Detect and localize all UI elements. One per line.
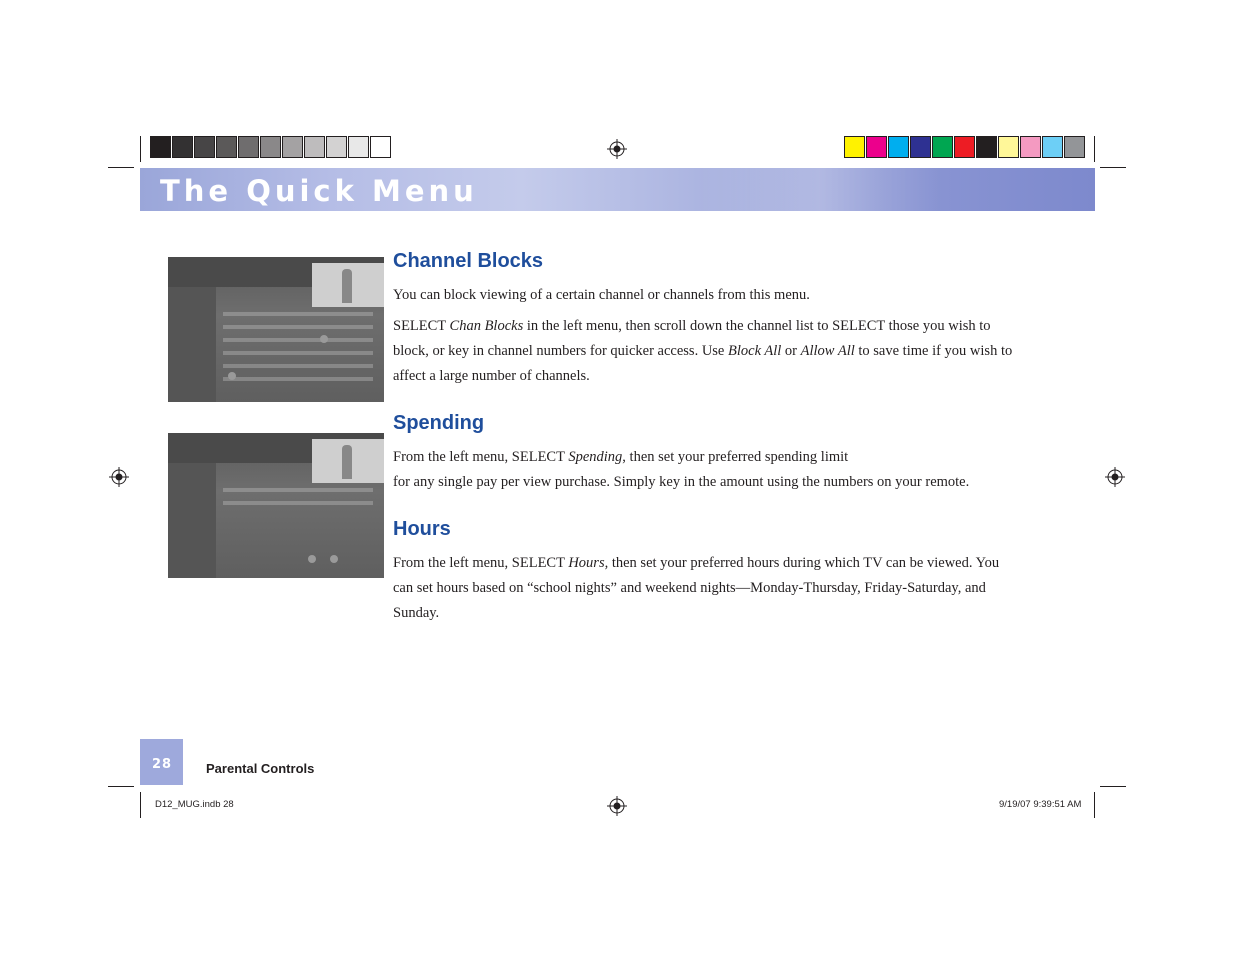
page-number: 28	[152, 757, 173, 772]
registration-target-icon	[607, 796, 627, 816]
registration-target-icon	[607, 139, 627, 159]
channel-blocks-screenshot	[168, 257, 384, 402]
screenshot-sidebar	[168, 463, 216, 578]
gray-swatch	[194, 136, 215, 158]
channel-blocks-intro: You can block viewing of a certain channel or channels from this menu.	[393, 287, 810, 303]
screenshot-cursor	[228, 372, 236, 380]
gray-swatch	[282, 136, 303, 158]
crop-mark	[108, 786, 134, 787]
color-swatch	[954, 136, 975, 158]
screenshot-cursor	[330, 555, 338, 563]
color-swatch	[888, 136, 909, 158]
color-swatch	[1020, 136, 1041, 158]
grayscale-color-bar	[150, 136, 392, 158]
hours-heading: Hours	[393, 518, 451, 540]
color-swatch	[1042, 136, 1063, 158]
spending-instructions: From the left menu, SELECT Spending, then set your preferred spending limit for any single pay per view purchase. Simply key in the amount using the numbers on your remote.	[393, 449, 970, 490]
crop-mark	[140, 792, 141, 818]
color-swatch	[844, 136, 865, 158]
color-swatch	[976, 136, 997, 158]
gray-swatch	[370, 136, 391, 158]
screenshot-channel-list	[223, 312, 373, 390]
gray-swatch	[150, 136, 171, 158]
spending-screenshot	[168, 433, 384, 578]
channel-blocks-instructions: SELECT Chan Blocks in the left menu, then scroll down the channel list to SELECT those you wish to block, or key in channel numbers for quicker access. Use Block All or Allow All to save time if you wish to affect a large number of channels.	[393, 318, 1013, 384]
screenshot-settings-list	[223, 488, 373, 514]
screenshot-cursor	[308, 555, 316, 563]
gray-swatch	[304, 136, 325, 158]
gray-swatch	[326, 136, 347, 158]
screenshot-sidebar	[168, 287, 216, 402]
crop-mark	[1100, 786, 1126, 787]
screenshot-video-preview	[312, 439, 384, 483]
registration-target-icon	[109, 467, 129, 487]
page-number-box	[140, 739, 183, 785]
spending-heading: Spending	[393, 412, 485, 434]
screenshot-video-preview	[312, 263, 384, 307]
crop-mark	[1094, 792, 1095, 818]
gray-swatch	[260, 136, 281, 158]
process-color-bar	[844, 136, 1086, 158]
registration-target-icon	[1105, 467, 1125, 487]
color-swatch	[866, 136, 887, 158]
color-swatch	[932, 136, 953, 158]
hours-instructions: From the left menu, SELECT Hours, then set your preferred hours during which TV can be viewed. You can set hours based on “school nights” and weekend nights—Monday-Thursday, Friday-Saturday, and Sunday.	[393, 555, 1000, 621]
gray-swatch	[348, 136, 369, 158]
color-swatch	[998, 136, 1019, 158]
gray-swatch	[238, 136, 259, 158]
slug-timestamp: 9/19/07 9:39:51 AM	[999, 799, 1082, 810]
channel-blocks-heading: Channel Blocks	[393, 250, 544, 272]
page-title: The Quick Menu	[160, 174, 478, 208]
section-label: Parental Controls	[206, 761, 315, 776]
title-banner	[140, 168, 1095, 211]
banner-highlight	[700, 168, 940, 211]
color-swatch	[1064, 136, 1085, 158]
crop-mark	[108, 167, 134, 168]
gray-swatch	[216, 136, 237, 158]
slug-filename: D12_MUG.indb 28	[155, 799, 234, 810]
crop-mark	[1100, 167, 1126, 168]
crop-mark	[140, 136, 141, 162]
gray-swatch	[172, 136, 193, 158]
crop-mark	[1094, 136, 1095, 162]
color-swatch	[910, 136, 931, 158]
screenshot-cursor	[320, 335, 328, 343]
